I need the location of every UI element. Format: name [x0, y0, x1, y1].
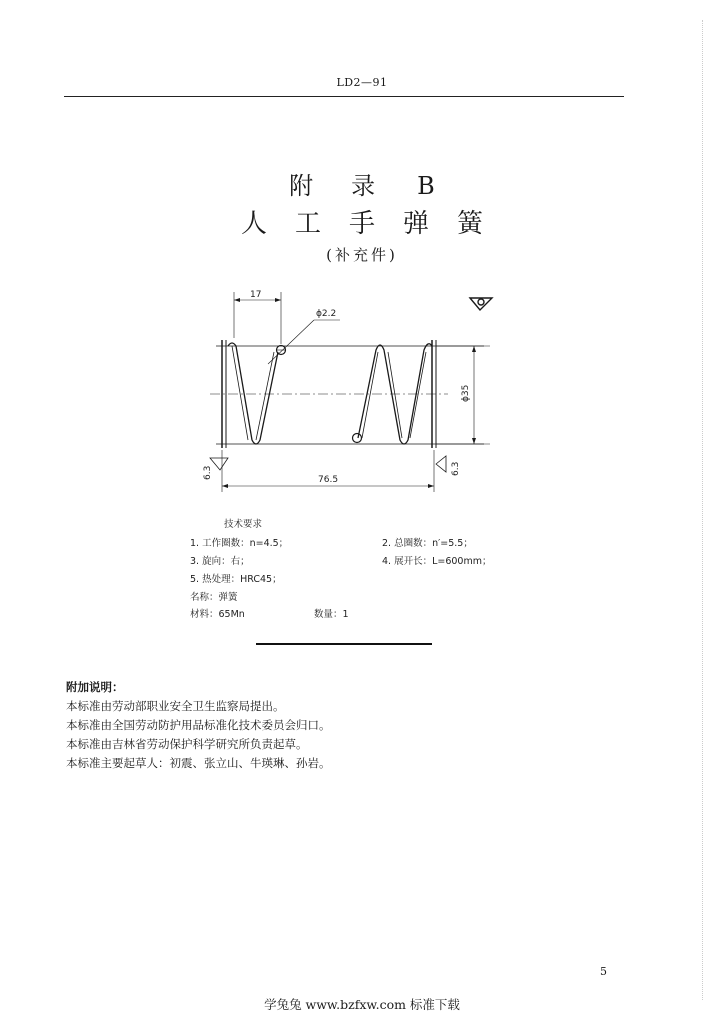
- tech-req-1: 1. 工作圈数：n=4.5；: [190, 538, 289, 549]
- title-char-5: 簧: [457, 209, 484, 239]
- appendix-char-3: B: [417, 172, 435, 200]
- outer-diameter-dimension: ϕ35: [461, 384, 471, 402]
- roughness-left-value: 6.3: [203, 465, 213, 480]
- title-char-3: 手: [348, 209, 375, 239]
- appendix-char-1: 附: [289, 172, 314, 200]
- part-material: 材料：65Mn: [190, 609, 245, 620]
- appendix-title: [0, 166, 724, 201]
- tech-req-4: 4. 展开长：L=600mm；: [382, 556, 492, 567]
- appendix-char-2: 录: [351, 172, 376, 200]
- document-title: [0, 203, 724, 240]
- part-name: 名称：弹簧: [190, 592, 238, 603]
- section-divider: [256, 643, 432, 645]
- roughness-right-value: 6.3: [451, 461, 461, 476]
- notes-heading: 附加说明：: [66, 680, 124, 694]
- title-char-1: 人: [240, 209, 267, 239]
- tech-req-3: 3. 旋向：右；: [190, 556, 250, 567]
- standard-code: LD2—91: [336, 76, 388, 89]
- supplement-label: (补充件): [326, 246, 398, 264]
- notes-line: 本标准由吉林省劳动保护科学研究所负责起草。: [66, 737, 308, 751]
- tech-req-5: 5. 热处理：HRC45；: [190, 574, 282, 585]
- title-char-2: 工: [294, 209, 321, 239]
- part-quantity: 数量：1: [314, 609, 349, 620]
- notes-line: 本标准由全国劳动防护用品标准化技术委员会归口。: [66, 718, 331, 732]
- tech-requirements-heading: 技术要求: [224, 519, 263, 530]
- spring-drawing: [180, 280, 520, 500]
- tech-req-2: 2. 总圈数：n′=5.5；: [382, 538, 473, 549]
- pitch-dimension: 17: [250, 290, 262, 300]
- footer-watermark: 学兔兔 www.bzfxw.com 标准下载: [264, 997, 460, 1012]
- wire-diameter-dimension: ϕ2.2: [316, 309, 337, 319]
- additional-notes: [66, 678, 331, 773]
- notes-line: 本标准由劳动部职业安全卫生监察局提出。: [66, 699, 285, 713]
- title-char-4: 弹: [403, 209, 430, 239]
- header-rule: [64, 96, 624, 97]
- length-dimension: 76.5: [318, 475, 339, 485]
- page-number: 5: [600, 965, 607, 978]
- notes-line: 本标准主要起草人：初震、张立山、牛瑛琳、孙岩。: [66, 756, 331, 770]
